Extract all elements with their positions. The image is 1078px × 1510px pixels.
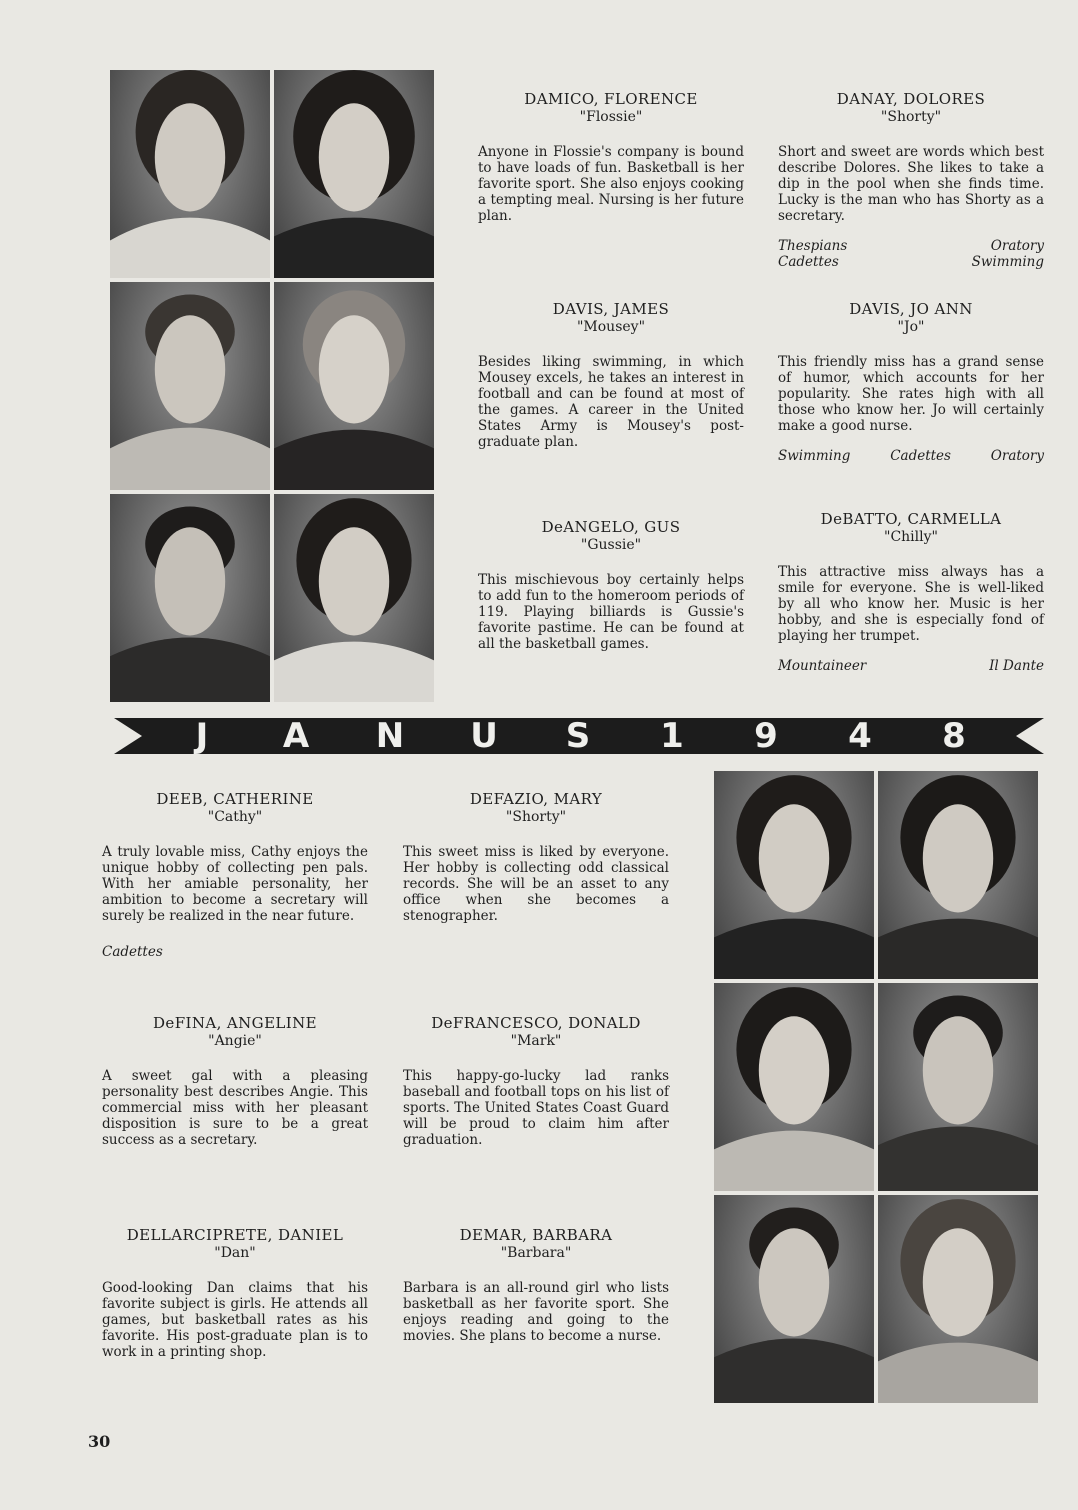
portrait-photo-defazio-mary [878,771,1038,979]
student-entry-deeb-catherine [102,790,368,960]
student-name: DELLARCIPRETE, DANIEL [126,1226,344,1244]
student-nickname: "Mousey" [576,319,646,335]
activity: Cadettes [778,254,839,270]
banner-letter: 4 [848,716,874,756]
portrait-photo-demar-barbara [878,1195,1038,1403]
student-nickname: "Jo" [897,319,925,335]
student-entry-debatto-carmella [778,510,1044,674]
student-nickname: "Barbara" [500,1245,572,1261]
student-nickname: "Angie" [208,1033,262,1049]
student-name: DeFINA, ANGELINE [153,1014,317,1032]
portrait-photo-defrancesco-donald [878,983,1038,1191]
student-entry-danay-dolores [778,90,1044,270]
portrait-photo-debatto-carmella [274,494,434,702]
page-number: 30 [88,1432,111,1451]
activity: Oratory [990,448,1044,464]
student-name: DAMICO, FLORENCE [524,90,698,108]
activity: Cadettes [102,944,163,960]
student-nickname: "Mark" [510,1033,562,1049]
student-entry-dellarciprete-daniel [102,1226,368,1360]
banner-letters [174,716,984,756]
student-name: DeFRANCESCO, DONALD [431,1014,641,1032]
student-entry-defina-angeline [102,1014,368,1148]
portrait-photo-davis-jo-ann [274,282,434,490]
student-description: A truly lovable miss, Cathy enjoys the unique hobby of collecting pen pals. With her amiable personality, her ambition to become a secretary will surely be realized in the near future. [102,844,368,924]
student-description: This friendly miss has a grand sense of humor, which accounts for her popularity. She rates high with all those who know her. Jo will certainly make a good nurse. [778,354,1044,434]
banner-letter: S [565,716,593,756]
student-activities [778,448,1044,464]
student-entry-davis-james [478,300,744,450]
portrait-photo-defina-angeline [714,983,874,1191]
student-description: Short and sweet are words which best describe Dolores. She likes to take a dip in the pool when she finds time. Lucky is the man who has Shorty as a secretary. [778,144,1044,224]
student-entry-deangelo-gus [478,518,744,652]
activity: Swimming [778,448,851,464]
bottom-photo-grid [714,771,1038,1403]
portrait-photo-danay-dolores [274,70,434,278]
activity: Swimming [971,254,1044,270]
student-nickname: "Shorty" [880,109,942,125]
student-name: DeANGELO, GUS [541,518,681,536]
student-nickname: "Shorty" [505,809,567,825]
banner-letter: N [375,716,407,756]
banner-letter: 1 [660,716,686,756]
student-activities [102,944,368,960]
student-description: Besides liking swimming, in which Mousey excels, he takes an interest in football and can be found at most of the games. A career in the United States Army is Mousey's post-graduate plan. [478,354,744,450]
student-description: Good-looking Dan claims that his favorite subject is girls. He attends all games, but basketball rates as his favorite. His post-graduate plan is to work in a printing shop. [102,1280,368,1360]
student-nickname: "Dan" [214,1245,256,1261]
student-description: This sweet miss is liked by everyone. Her hobby is collecting odd classical records. She will be an asset to any office when she becomes a stenographer. [403,844,669,924]
banner-letter: 8 [942,716,968,756]
student-description: This attractive miss always has a smile for everyone. She is well-liked by all who know her. Music is her hobby, and she is especially fond of playing her trumpet. [778,564,1044,644]
student-name: DEFAZIO, MARY [469,790,603,808]
student-nickname: "Chilly" [884,529,938,545]
student-description: This happy-go-lucky lad ranks baseball and football tops on his list of sports. The United States Coast Guard will be proud to claim him after graduation. [403,1068,669,1148]
portrait-photo-deangelo-gus [110,494,270,702]
banner-letter: J [195,716,211,756]
student-entry-davis-jo-ann [778,300,1044,464]
student-name: DeBATTO, CARMELLA [820,510,1002,528]
janus-1948-banner [114,716,1044,756]
banner-letter: A [282,716,312,756]
student-entry-defazio-mary [403,790,669,924]
activity: Thespians [778,238,848,254]
student-entry-damico-florence [478,90,744,224]
portrait-photo-davis-james [110,282,270,490]
student-name: DANAY, DOLORES [836,90,986,108]
student-nickname: "Cathy" [207,809,263,825]
student-description: A sweet gal with a pleasing personality best describes Angie. This commercial miss with her pleasant disposition is sure to be a great success as a secretary. [102,1068,368,1148]
activity: Cadettes [890,448,951,464]
student-description: Barbara is an all-round girl who lists basketball as her favorite sport. She enjoys reading and going to the movies. She plans to become a nurse. [403,1280,669,1344]
activity: Mountaineer [778,658,867,674]
student-description: Anyone in Flossie's company is bound to have loads of fun. Basketball is her favorite sport. She also enjoys cooking a tempting meal. Nursing is her future plan. [478,144,744,224]
student-name: DEEB, CATHERINE [156,790,314,808]
activity: Il Dante [989,658,1044,674]
student-entry-demar-barbara [403,1226,669,1344]
banner-letter: 9 [754,716,780,756]
student-name: DEMAR, BARBARA [459,1226,613,1244]
student-activities [778,238,1044,270]
portrait-photo-dellarciprete-daniel [714,1195,874,1403]
student-name: DAVIS, JAMES [552,300,670,318]
activity: Oratory [990,238,1044,254]
student-entry-defrancesco-donald [403,1014,669,1148]
student-activities [778,658,1044,674]
student-nickname: "Flossie" [579,109,643,125]
student-name: DAVIS, JO ANN [849,300,973,318]
banner-letter: U [470,716,500,756]
student-nickname: "Gussie" [580,537,642,553]
top-photo-grid [110,70,434,702]
portrait-photo-deeb-catherine [714,771,874,979]
student-description: This mischievous boy certainly helps to add fun to the homeroom periods of 119. Playing billiards is Gussie's favorite pastime. He can be found at all the basketball games. [478,572,744,652]
portrait-photo-damico-florence [110,70,270,278]
